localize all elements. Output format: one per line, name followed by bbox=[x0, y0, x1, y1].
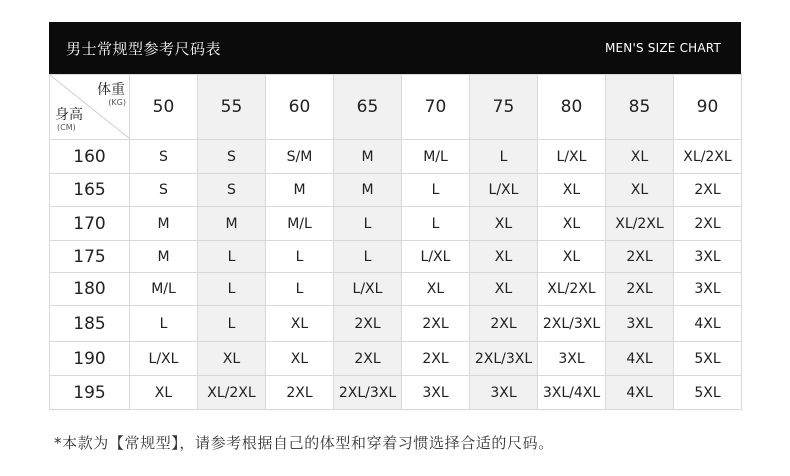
size-cell: XL bbox=[402, 273, 470, 306]
height-cell: 170 bbox=[50, 207, 130, 241]
size-cell: 2XL bbox=[606, 273, 674, 306]
height-label: 身高 bbox=[55, 107, 83, 123]
size-cell: XL/2XL bbox=[198, 376, 266, 410]
size-cell: L bbox=[198, 241, 266, 273]
size-row bbox=[50, 140, 742, 174]
size-row bbox=[50, 241, 742, 273]
size-cell: L/XL bbox=[538, 140, 606, 174]
size-cell: 2XL/3XL bbox=[538, 306, 606, 342]
size-cell: L bbox=[198, 306, 266, 342]
size-cell: 2XL bbox=[402, 306, 470, 342]
weight-label: 体重 bbox=[97, 82, 125, 98]
size-cell: XL bbox=[538, 241, 606, 273]
size-cell: 2XL/3XL bbox=[334, 376, 402, 410]
weight-unit: (KG) bbox=[108, 98, 126, 107]
size-cell: S bbox=[198, 174, 266, 207]
size-cell: L/XL bbox=[402, 241, 470, 273]
height-cell: 175 bbox=[50, 241, 130, 273]
size-cell: XL bbox=[470, 273, 538, 306]
size-cell: 5XL bbox=[674, 376, 742, 410]
weight-header: 70 bbox=[402, 75, 470, 140]
size-cell: L bbox=[334, 241, 402, 273]
weight-header: 80 bbox=[538, 75, 606, 140]
size-cell: XL bbox=[470, 207, 538, 241]
size-cell: XL bbox=[266, 342, 334, 376]
size-cell: XL bbox=[266, 306, 334, 342]
size-cell: 2XL bbox=[402, 342, 470, 376]
height-cell: 165 bbox=[50, 174, 130, 207]
weight-header: 85 bbox=[606, 75, 674, 140]
size-cell: 2XL/3XL bbox=[470, 342, 538, 376]
weight-header: 60 bbox=[266, 75, 334, 140]
size-cell: 2XL bbox=[470, 306, 538, 342]
size-cell: M bbox=[130, 207, 198, 241]
height-unit: (CM) bbox=[57, 123, 76, 132]
size-cell: 2XL bbox=[606, 241, 674, 273]
weight-header-row bbox=[50, 75, 742, 140]
size-cell: M bbox=[198, 207, 266, 241]
size-chart bbox=[49, 22, 741, 410]
size-cell: 3XL bbox=[674, 273, 742, 306]
size-cell: S bbox=[130, 140, 198, 174]
weight-header: 75 bbox=[470, 75, 538, 140]
size-cell: 5XL bbox=[674, 342, 742, 376]
height-cell: 160 bbox=[50, 140, 130, 174]
weight-header: 55 bbox=[198, 75, 266, 140]
height-cell: 190 bbox=[50, 342, 130, 376]
size-cell: M/L bbox=[130, 273, 198, 306]
size-cell: 3XL/4XL bbox=[538, 376, 606, 410]
weight-header: 65 bbox=[334, 75, 402, 140]
size-cell: S bbox=[198, 140, 266, 174]
size-cell: L bbox=[470, 140, 538, 174]
size-cell: S/M bbox=[266, 140, 334, 174]
size-cell: 4XL bbox=[606, 342, 674, 376]
size-cell: XL/2XL bbox=[606, 207, 674, 241]
chart-title-cn: 男士常规型参考尺码表 bbox=[66, 39, 222, 58]
size-cell: XL bbox=[130, 376, 198, 410]
size-cell: 4XL bbox=[606, 376, 674, 410]
size-cell: 2XL bbox=[674, 207, 742, 241]
size-cell: XL bbox=[198, 342, 266, 376]
size-cell: XL bbox=[538, 174, 606, 207]
size-cell: L bbox=[402, 207, 470, 241]
size-cell: XL bbox=[606, 140, 674, 174]
size-cell: L/XL bbox=[470, 174, 538, 207]
size-cell: M bbox=[334, 140, 402, 174]
size-cell: 3XL bbox=[674, 241, 742, 273]
weight-header: 90 bbox=[674, 75, 742, 140]
size-cell: L/XL bbox=[130, 342, 198, 376]
chart-title-en: MEN'S SIZE CHART bbox=[604, 41, 721, 55]
size-cell: XL/2XL bbox=[538, 273, 606, 306]
size-row bbox=[50, 306, 742, 342]
height-cell: 185 bbox=[50, 306, 130, 342]
size-cell: 2XL bbox=[334, 306, 402, 342]
size-cell: 2XL bbox=[266, 376, 334, 410]
size-cell: L bbox=[334, 207, 402, 241]
size-cell: XL/2XL bbox=[674, 140, 742, 174]
size-cell: L/XL bbox=[334, 273, 402, 306]
size-cell: L bbox=[198, 273, 266, 306]
size-cell: M/L bbox=[402, 140, 470, 174]
size-row bbox=[50, 342, 742, 376]
height-cell: 180 bbox=[50, 273, 130, 306]
size-cell: M bbox=[130, 241, 198, 273]
height-cell: 195 bbox=[50, 376, 130, 410]
size-cell: L bbox=[266, 241, 334, 273]
size-row bbox=[50, 174, 742, 207]
size-cell: 3XL bbox=[606, 306, 674, 342]
size-cell: L bbox=[266, 273, 334, 306]
size-cell: 3XL bbox=[538, 342, 606, 376]
corner-cell bbox=[50, 75, 130, 140]
size-cell: 2XL bbox=[334, 342, 402, 376]
chart-header bbox=[49, 22, 741, 74]
size-cell: S bbox=[130, 174, 198, 207]
footnote: *本款为【常规型】，请参考根据自己的体型和穿着习惯选择合适的尺码。 bbox=[54, 434, 554, 452]
weight-header: 50 bbox=[130, 75, 198, 140]
size-cell: 2XL bbox=[674, 174, 742, 207]
size-cell: M bbox=[334, 174, 402, 207]
size-row bbox=[50, 273, 742, 306]
size-cell: XL bbox=[606, 174, 674, 207]
size-row bbox=[50, 207, 742, 241]
size-cell: 3XL bbox=[470, 376, 538, 410]
size-cell: XL bbox=[470, 241, 538, 273]
size-cell: 3XL bbox=[402, 376, 470, 410]
size-table-body bbox=[50, 140, 742, 410]
size-row bbox=[50, 376, 742, 410]
size-cell: M bbox=[266, 174, 334, 207]
size-cell: L bbox=[130, 306, 198, 342]
size-cell: L bbox=[402, 174, 470, 207]
size-table bbox=[49, 74, 742, 410]
size-cell: M/L bbox=[266, 207, 334, 241]
size-cell: XL bbox=[538, 207, 606, 241]
size-cell: 4XL bbox=[674, 306, 742, 342]
